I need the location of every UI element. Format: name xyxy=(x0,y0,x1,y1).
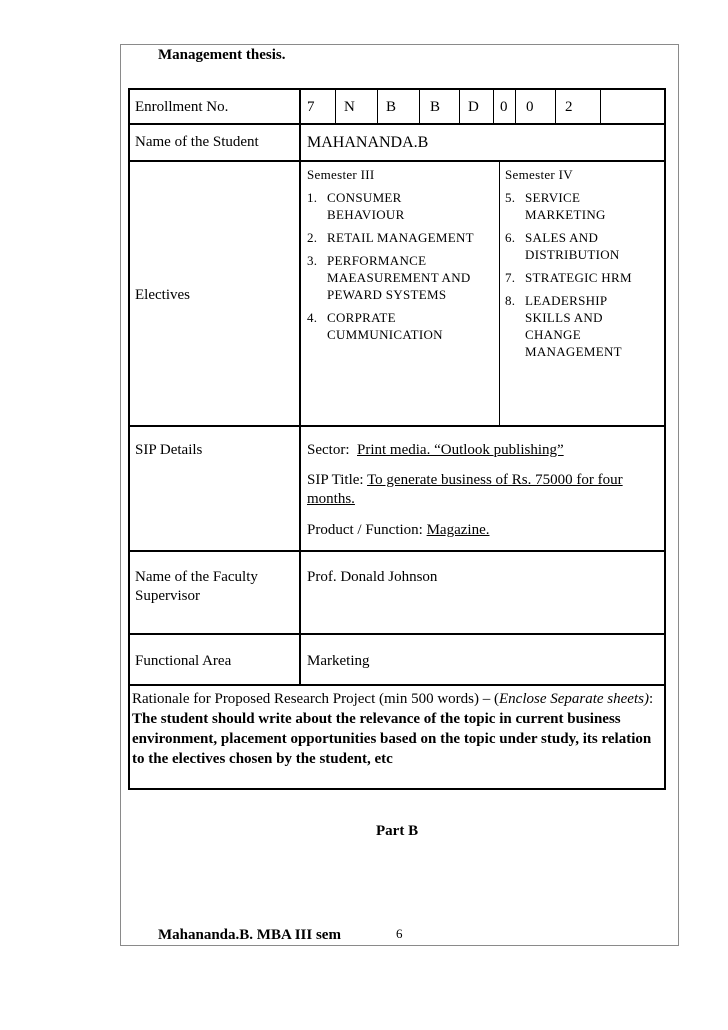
digit-divider xyxy=(515,90,516,124)
row-divider xyxy=(130,123,664,125)
semester-4-block xyxy=(505,166,665,366)
enrollment-digit: 0 xyxy=(526,99,534,115)
semester-3-title: Semester III xyxy=(307,167,375,182)
elective-item: 2. RETAIL MANAGEMENT xyxy=(307,230,474,245)
sip-product: Product / Function: Magazine. xyxy=(307,522,490,538)
digit-divider xyxy=(377,90,378,124)
row-divider xyxy=(130,550,664,552)
row-divider xyxy=(130,684,664,686)
row-divider xyxy=(130,425,664,427)
elective-item: 4. CORPRATE CUMMUNICATION xyxy=(307,310,443,342)
student-name-label: Name of the Student xyxy=(135,134,259,150)
electives-label: Electives xyxy=(135,287,190,303)
student-name-value: MAHANANDA.B xyxy=(307,134,429,151)
digit-divider xyxy=(335,90,336,124)
digit-divider xyxy=(493,90,494,124)
functional-area-label: Functional Area xyxy=(135,653,232,669)
column-divider xyxy=(299,90,301,686)
page-number: 6 xyxy=(396,926,403,941)
sip-sector: Sector: Print media. “Outlook publishing” xyxy=(307,442,564,458)
row-divider xyxy=(130,633,664,635)
footer-text: Mahananda.B. MBA III sem xyxy=(158,927,341,943)
elective-item: 6. SALES AND DISTRIBUTION xyxy=(505,230,620,262)
thesis-form-table xyxy=(128,88,666,790)
elective-item: 5. SERVICE MARKETING xyxy=(505,190,606,222)
enrollment-label: Enrollment No. xyxy=(135,99,229,115)
digit-divider xyxy=(600,90,601,124)
digit-divider xyxy=(459,90,460,124)
enrollment-digit: 0 xyxy=(500,99,508,115)
enrollment-digit: B xyxy=(386,99,397,115)
part-b-heading: Part B xyxy=(376,823,419,839)
enrollment-digit: N xyxy=(344,99,355,115)
enrollment-digit: 7 xyxy=(307,99,315,115)
digit-divider xyxy=(555,90,556,124)
row-divider xyxy=(130,160,664,162)
rationale-text: Rationale for Proposed Research Project (min 500 words) – (Enclose Separate sheets): The student should write about the relevance of the topic in current business environment, placement opportunities based on the topic under study, its relation to the electives chosen by the student, etc xyxy=(132,691,654,767)
enrollment-digit: 2 xyxy=(565,99,573,115)
enrollment-digit: D xyxy=(468,99,479,115)
semester-3-block xyxy=(307,166,497,349)
digit-divider xyxy=(419,90,420,124)
faculty-supervisor-value: Prof. Donald Johnson xyxy=(307,569,438,585)
faculty-supervisor-label: Name of the Faculty Supervisor xyxy=(135,569,258,604)
elective-item: 3. PERFORMANCE MAEASUREMENT AND PEWARD SYSTEMS xyxy=(307,253,471,302)
sip-details-label: SIP Details xyxy=(135,442,203,458)
semester-4-title: Semester IV xyxy=(505,167,573,182)
semester-divider xyxy=(499,160,500,426)
elective-item: 1. CONSUMER BEHAVIOUR xyxy=(307,190,405,222)
elective-item: 7. STRATEGIC HRM xyxy=(505,270,632,285)
functional-area-value: Marketing xyxy=(307,653,370,669)
sip-title: SIP Title: To generate business of Rs. 75000 for four months. xyxy=(307,472,623,507)
elective-item: 8. LEADERSHIP SKILLS AND CHANGE MANAGEMENT xyxy=(505,293,622,359)
enrollment-digit: B xyxy=(430,99,441,115)
document-heading: Management thesis. xyxy=(158,47,286,63)
